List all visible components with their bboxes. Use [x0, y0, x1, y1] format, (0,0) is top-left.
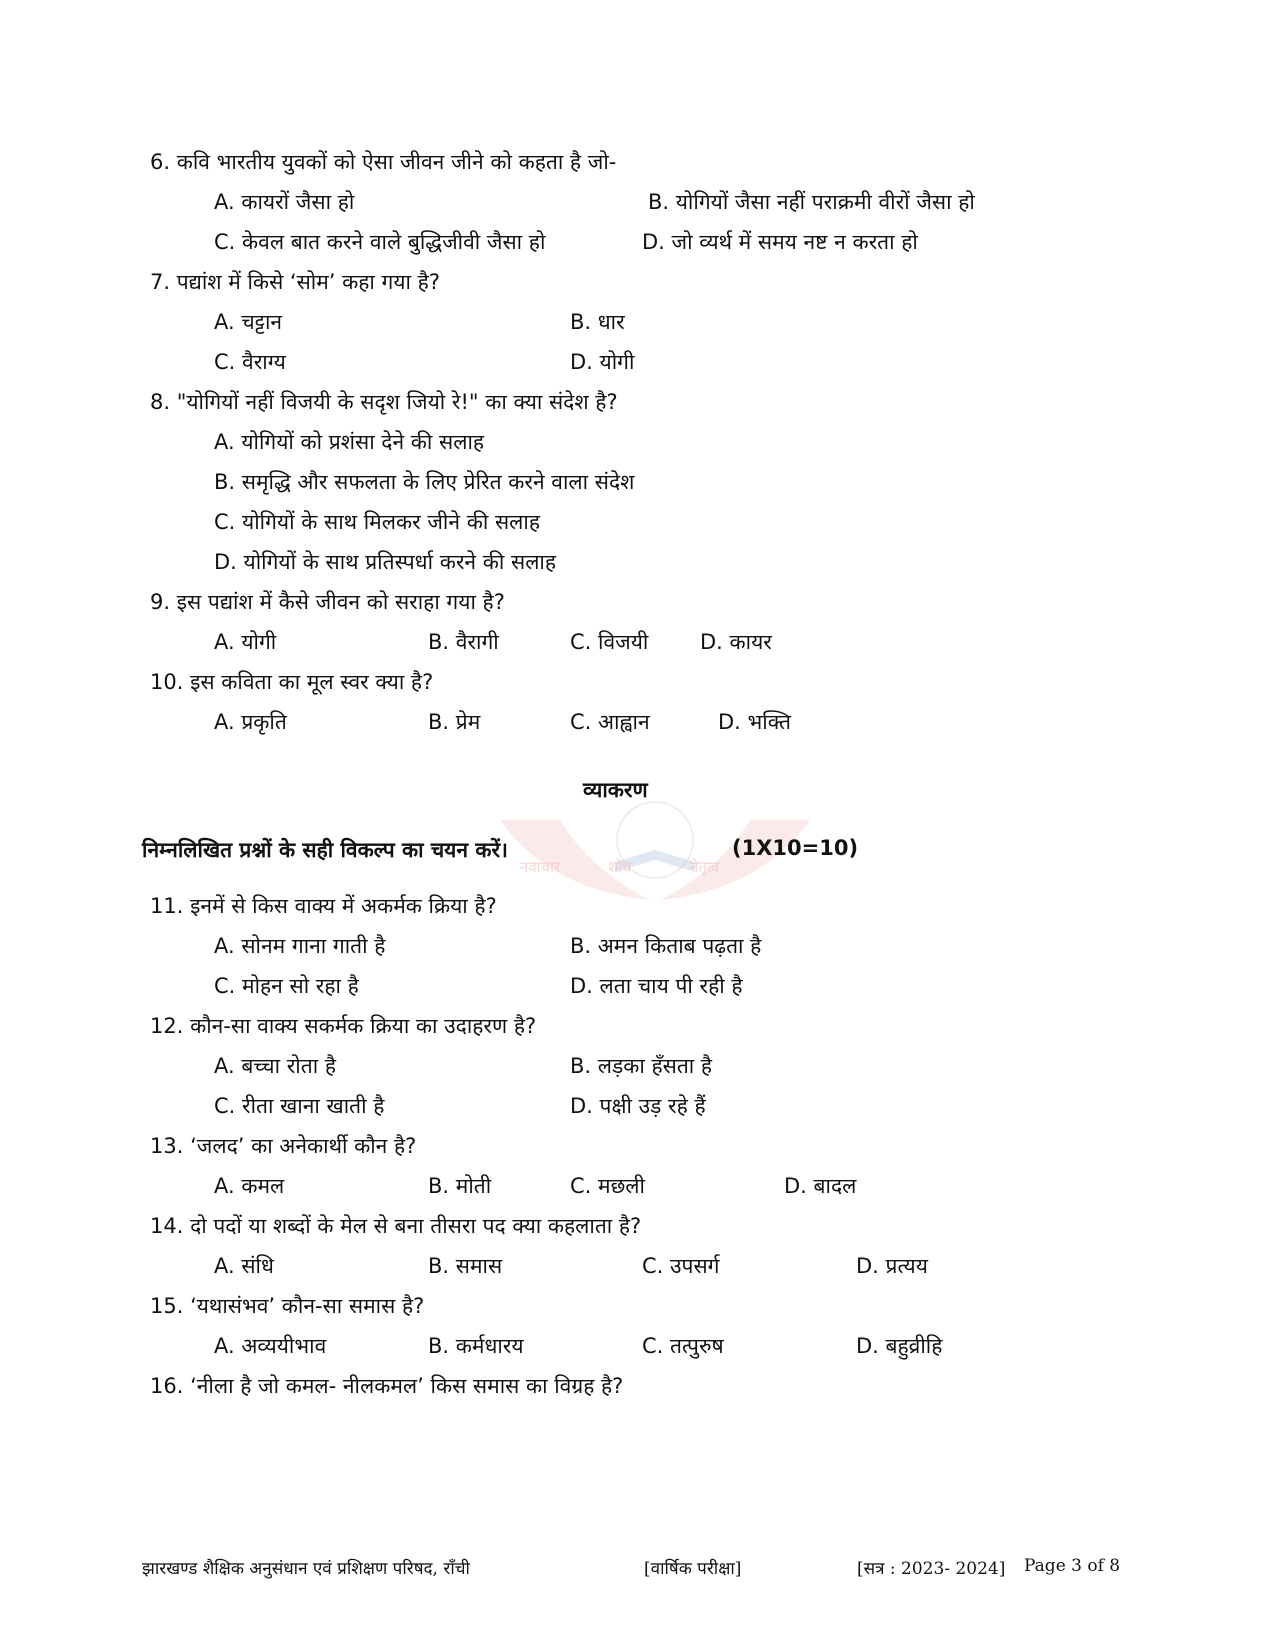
q15-option-d: D. बहुव्रीहि: [856, 1334, 943, 1358]
footer-institution: झारखण्ड शैक्षिक अनुसंधान एवं प्रशिक्षण परिषद, राँची: [142, 1559, 470, 1579]
q11-option-d: D. लता चाय पी रही है: [570, 974, 743, 998]
question-16: 16. ‘नीला है जो कमल- नीलकमल’ किस समास का विग्रह है?: [150, 1374, 624, 1398]
q8-option-d: D. योगियों के साथ प्रतिस्पर्धा करने की सलाह: [214, 550, 557, 574]
question-13: 13. ‘जलद’ का अनेकार्थी कौन है?: [150, 1134, 417, 1158]
q15-option-c: C. तत्पुरुष: [642, 1334, 724, 1358]
q10-option-c: C. आह्वान: [570, 710, 650, 734]
q6-option-c: C. केवल बात करने वाले बुद्धिजीवी जैसा हो: [214, 230, 546, 254]
q9-option-a: A. योगी: [214, 630, 277, 654]
section-title: व्याकरण: [583, 778, 648, 802]
question-8: 8. "योगियों नहीं विजयी के सदृश जियो रे!" का क्या संदेश है?: [150, 390, 618, 414]
q14-option-d: D. प्रत्यय: [856, 1254, 928, 1278]
watermark-word-1: नवाचार: [520, 858, 561, 876]
question-7: 7. पद्यांश में किसे ‘सोम’ कहा गया है?: [150, 270, 440, 294]
q6-option-a: A. कायरों जैसा हो: [214, 190, 355, 214]
q7-option-c: C. वैराग्य: [214, 350, 286, 374]
watermark-word-3: नेतृत्व: [690, 858, 720, 876]
question-14: 14. दो पदों या शब्दों के मेल से बना तीसरा पद क्या कहलाता है?: [150, 1214, 642, 1238]
q15-option-a: A. अव्ययीभाव: [214, 1334, 327, 1358]
q12-option-a: A. बच्चा रोता है: [214, 1054, 336, 1078]
q12-option-d: D. पक्षी उड़ रहे हैं: [570, 1094, 706, 1118]
q8-option-c: C. योगियों के साथ मिलकर जीने की सलाह: [214, 510, 540, 534]
q11-option-b: B. अमन किताब पढ़ता है: [570, 934, 762, 958]
q8-option-a: A. योगियों को प्रशंसा देने की सलाह: [214, 430, 485, 454]
q13-option-a: A. कमल: [214, 1174, 285, 1198]
q9-option-b: B. वैरागी: [428, 630, 499, 654]
watermark-word-2: शोध: [608, 858, 632, 876]
footer-exam: [वार्षिक परीक्षा]: [644, 1559, 742, 1579]
q12-option-c: C. रीता खाना खाती है: [214, 1094, 385, 1118]
q14-option-b: B. समास: [428, 1254, 503, 1278]
q7-option-a: A. चट्टान: [214, 310, 283, 334]
q10-option-b: B. प्रेम: [428, 710, 481, 734]
footer-session: [सत्र : 2023- 2024]: [857, 1559, 1006, 1579]
q10-option-d: D. भक्ति: [718, 710, 791, 734]
question-12: 12. कौन-सा वाक्य सकर्मक क्रिया का उदाहरण है?: [150, 1014, 537, 1038]
q6-option-d: D. जो व्यर्थ में समय नष्ट न करता हो: [642, 230, 918, 254]
q9-option-c: C. विजयी: [570, 630, 649, 654]
q11-option-a: A. सोनम गाना गाती है: [214, 934, 386, 958]
question-15: 15. ‘यथासंभव’ कौन-सा समास है?: [150, 1294, 425, 1318]
q14-option-c: C. उपसर्ग: [642, 1254, 720, 1278]
q13-option-b: B. मोती: [428, 1174, 492, 1198]
q13-option-c: C. मछली: [570, 1174, 645, 1198]
q6-option-b: B. योगियों जैसा नहीं पराक्रमी वीरों जैसा हो: [648, 190, 975, 214]
q8-option-b: B. समृद्धि और सफलता के लिए प्रेरित करने वाला संदेश: [214, 470, 635, 494]
q12-option-b: B. लड़का हँसता है: [570, 1054, 713, 1078]
question-11: 11. इनमें से किस वाक्य में अकर्मक क्रिया है?: [150, 894, 497, 918]
q14-option-a: A. संधि: [214, 1254, 274, 1278]
section-instruction: निम्नलिखित प्रश्नों के सही विकल्प का चयन करें।: [142, 838, 509, 862]
question-6: 6. कवि भारतीय युवकों को ऐसा जीवन जीने को कहता है जो-: [150, 150, 617, 174]
q7-option-b: B. धार: [570, 310, 625, 334]
q13-option-d: D. बादल: [784, 1174, 857, 1198]
q7-option-d: D. योगी: [570, 350, 635, 374]
q15-option-b: B. कर्मधारय: [428, 1334, 524, 1358]
footer-page-number: Page 3 of 8: [1024, 1556, 1121, 1576]
q11-option-c: C. मोहन सो रहा है: [214, 974, 359, 998]
q9-option-d: D. कायर: [700, 630, 772, 654]
q10-option-a: A. प्रकृति: [214, 710, 287, 734]
question-10: 10. इस कविता का मूल स्वर क्या है?: [150, 670, 434, 694]
section-marks: (1X10=10): [732, 836, 859, 860]
question-9: 9. इस पद्यांश में कैसे जीवन को सराहा गया है?: [150, 590, 505, 614]
